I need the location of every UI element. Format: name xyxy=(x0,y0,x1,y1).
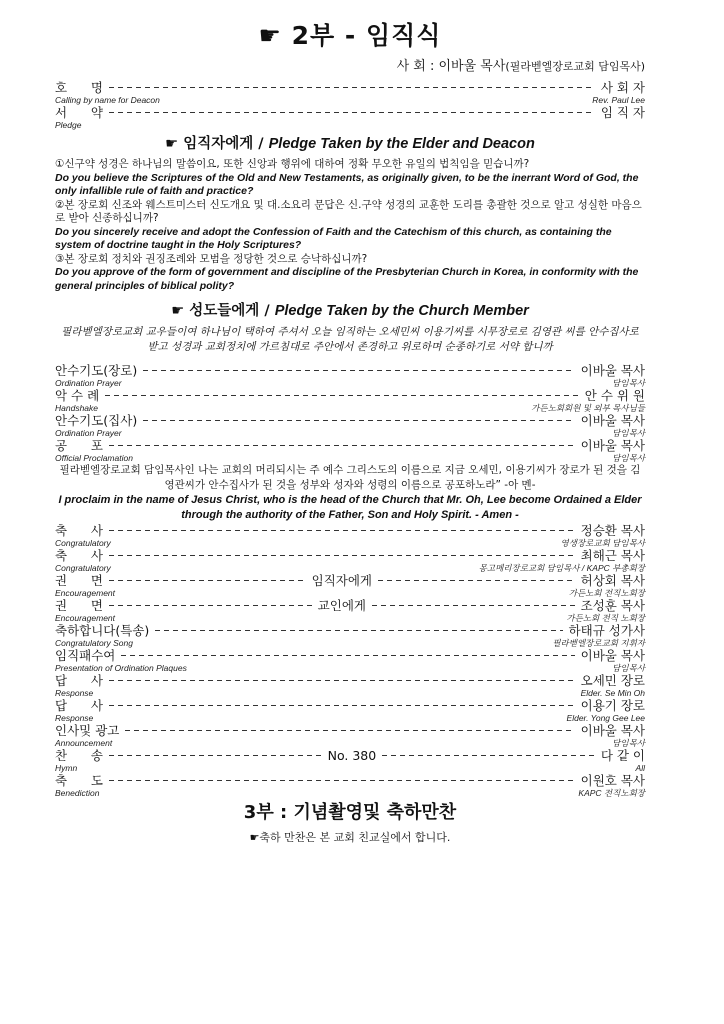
dash-leader xyxy=(109,605,312,606)
program-middle: 교인에게 xyxy=(317,598,366,613)
dash-leader xyxy=(109,705,575,706)
heading-ko: ☛ 성도들에게 / xyxy=(171,303,275,319)
program-middle: No. 380 xyxy=(327,748,377,763)
program-row xyxy=(55,698,645,713)
elder-pledge-heading xyxy=(55,134,645,154)
program-person: 다 같 이 xyxy=(600,748,645,763)
program-english: Hymn xyxy=(55,763,78,773)
program-person: 하태규 성가사 xyxy=(568,623,645,638)
program-middle: 임직자에게 xyxy=(311,573,373,588)
proclamation-ko: 필라벧엘장로교회 담임목사인 나는 교회의 머리되시는 주 예수 그리스도의 이름으로 지금 오세민, 이용기씨가 장로가 된 것을 김영관씨가 안수집사가 된 것을 성부와 성자와 성령의 이름으로 공포하노라” -아 멘- xyxy=(59,464,641,491)
program-person: 오세민 장로 xyxy=(580,673,645,688)
program-item xyxy=(55,648,645,673)
program-person-role: 가든노회 전직노회장 xyxy=(568,588,645,598)
program-person-role: 담임목사 xyxy=(612,663,645,673)
dash-leader xyxy=(143,420,574,421)
program-label: 권 면 xyxy=(55,573,103,588)
program-english: Ordination Prayer xyxy=(55,428,122,438)
program-label: 답 사 xyxy=(55,698,103,713)
dash-leader xyxy=(121,655,574,656)
program-person: 정승환 목사 xyxy=(580,523,645,538)
program-label: 호 명 xyxy=(55,80,103,95)
program-person-role: All xyxy=(635,763,645,773)
heading-en: Pledge Taken by the Elder and Deacon xyxy=(268,136,535,152)
program-english: Response xyxy=(55,688,94,698)
program-label: 안수기도(집사) xyxy=(55,413,138,428)
program-row xyxy=(55,673,645,688)
program-subline xyxy=(55,563,645,573)
question-1-en: Do you believe the Scriptures of the Old and New Testaments, as originally given, to be the inerrant Word of God, the only infallible rule of faith and practice? xyxy=(55,171,639,197)
dash-leader xyxy=(109,530,575,531)
program-label: 답 사 xyxy=(55,673,103,688)
dash-leader xyxy=(109,555,575,556)
program-person-role: 필라벧엘장로교회 지휘자 xyxy=(552,638,645,648)
program-list-a xyxy=(55,363,645,463)
program-english: Encouragement xyxy=(55,588,116,598)
program-person: 허상회 목사 xyxy=(580,573,645,588)
dash-leader xyxy=(109,755,322,756)
program-row xyxy=(55,623,645,638)
program-label: 악 수 례 xyxy=(55,388,100,403)
program-english: Encouragement xyxy=(55,613,116,623)
program-label: 축하합니다(특송) xyxy=(55,623,150,638)
program-item xyxy=(55,573,645,598)
program-item xyxy=(55,673,645,698)
program-row xyxy=(55,413,645,428)
program-subline xyxy=(55,663,645,673)
program-item xyxy=(55,105,645,130)
program-person: 최해근 목사 xyxy=(580,548,645,563)
dash-leader xyxy=(155,630,562,631)
program-person: 이용기 장로 xyxy=(580,698,645,713)
program-subline xyxy=(55,688,645,698)
spacer xyxy=(55,355,645,363)
program-row xyxy=(55,523,645,538)
program-person: 임 직 자 xyxy=(600,105,645,120)
program-subline xyxy=(55,453,645,463)
program-item xyxy=(55,80,645,105)
program-row xyxy=(55,438,645,453)
presider-label: 사 회 : 이바울 목사 xyxy=(396,59,506,74)
program-person-role: 담임목사 xyxy=(612,738,645,748)
program-row xyxy=(55,105,645,120)
program-subline xyxy=(55,120,645,130)
program-label: 인사및 광고 xyxy=(55,723,120,738)
program-person: 안 수 위 원 xyxy=(584,388,645,403)
program-person: 이바울 목사 xyxy=(580,438,645,453)
program-subline xyxy=(55,588,645,598)
member-pledge-heading xyxy=(55,301,645,321)
proclamation-en: I proclaim in the name of Jesus Christ, who is the head of the Church that Mr. Oh, Lee become Ordained a Elder through the authority of the Father, Son and Holy Spirit. - Amen - xyxy=(58,494,642,521)
program-row xyxy=(55,773,645,788)
program-subline xyxy=(55,738,645,748)
program-item xyxy=(55,438,645,463)
program-item xyxy=(55,773,645,798)
presider-sub: (필라벧엘장로교회 담임목사) xyxy=(505,60,645,73)
program-person-role: 가든노회회원 및 외부 목사님들 xyxy=(531,403,645,413)
program-item xyxy=(55,623,645,648)
program-item xyxy=(55,363,645,388)
program-row xyxy=(55,648,645,663)
program-list-b xyxy=(55,523,645,798)
part3-title: 3부 : 기념촬영및 축하만찬 xyxy=(243,802,457,823)
program-person-role: 영생장로교회 담임목사 xyxy=(560,538,645,548)
program-label: 축 사 xyxy=(55,523,103,538)
question-2-en: Do you sincerely receive and adopt the Confession of Faith and the Catechism of this church, as containing the system of doctrine taught in the Holy Scriptures? xyxy=(55,225,612,251)
program-subline xyxy=(55,788,645,798)
program-person: 이바울 목사 xyxy=(580,363,645,378)
program-subline xyxy=(55,403,645,413)
program-person-role: 담임목사 xyxy=(612,378,645,388)
program-label: 안수기도(장로) xyxy=(55,363,138,378)
program-person: 이바울 목사 xyxy=(580,648,645,663)
program-row xyxy=(55,748,645,763)
program-item xyxy=(55,388,645,413)
program-row xyxy=(55,573,645,588)
program-english: Announcement xyxy=(55,738,113,748)
program-row xyxy=(55,723,645,738)
program-person: 이바울 목사 xyxy=(580,413,645,428)
program-item xyxy=(55,548,645,573)
program-item xyxy=(55,413,645,438)
program-person: 이바울 목사 xyxy=(580,723,645,738)
program-english: Congratulatory Song xyxy=(55,638,133,648)
dash-leader xyxy=(125,730,574,731)
program-english: Presentation of Ordination Plaques xyxy=(55,663,187,673)
dash-leader xyxy=(109,680,575,681)
dash-leader xyxy=(378,580,575,581)
program-subline xyxy=(55,613,645,623)
question-2-ko: ②본 장로회 신조와 웨스트미스터 신도개요 및 대.소요리 문답은 신.구약 성경의 교훈한 도리를 총괄한 것으로 알고 성실한 마음으로 받아 신종하십니까? xyxy=(55,198,642,224)
member-pledge-text: 필라벧엘장로교회 교우들이여 하나님이 택하여 주셔서 오늘 임직하는 오세민씨 이용기씨를 시무장로로 김영관 씨를 안수집사로 받고 성경과 교회정치에 가르침대로 주안에서 존경하고 위로하며 순종하기로 서약 합니까 xyxy=(61,326,639,353)
program-label: 서 약 xyxy=(55,105,103,120)
program-item xyxy=(55,723,645,748)
program-english: Calling by name for Deacon xyxy=(55,95,160,105)
dash-leader xyxy=(372,605,575,606)
program-subline xyxy=(55,763,645,773)
dash-leader xyxy=(109,580,306,581)
program-subline xyxy=(55,95,645,105)
program-person: 사 회 자 xyxy=(600,80,645,95)
program-subline xyxy=(55,428,645,438)
program-person: 이원호 목사 xyxy=(580,773,645,788)
dash-leader xyxy=(143,370,574,371)
part3-note: ☛축하 만찬은 본 교회 친교실에서 합니다. xyxy=(249,831,451,844)
program-english: Ordination Prayer xyxy=(55,378,122,388)
program-label: 권 면 xyxy=(55,598,103,613)
program-person-role: 담임목사 xyxy=(612,428,645,438)
program-english: Response xyxy=(55,713,94,723)
program-english: Benediction xyxy=(55,788,100,798)
dash-leader xyxy=(105,395,579,396)
program-row xyxy=(55,598,645,613)
program-english: Official Proclamation xyxy=(55,453,133,463)
question-1-ko: ①신구약 성경은 하나님의 말씀이요, 또한 신앙과 행위에 대하여 정확 무오한 유일의 법칙임을 믿습니까? xyxy=(55,158,530,170)
program-person-role: Elder. Se Min Oh xyxy=(580,688,645,698)
program-row xyxy=(55,363,645,378)
program-person-role: KAPC 전직노회장 xyxy=(578,788,645,798)
program-person: 조성훈 목사 xyxy=(580,598,646,613)
heading-ko: ☛ 임직자에게 / xyxy=(165,136,269,152)
dash-leader xyxy=(109,112,595,113)
program-label: 임직패수여 xyxy=(55,648,116,663)
program-label: 공 포 xyxy=(55,438,103,453)
program-row xyxy=(55,80,645,95)
part1-list xyxy=(55,80,645,130)
program-row xyxy=(55,388,645,403)
program-subline xyxy=(55,713,645,723)
dash-leader xyxy=(382,755,595,756)
program-content xyxy=(55,20,645,846)
program-label: 축 도 xyxy=(55,773,103,788)
dash-leader xyxy=(109,780,575,781)
program-item xyxy=(55,748,645,773)
program-english: Congratulatory xyxy=(55,538,111,548)
program-subline xyxy=(55,378,645,388)
heading-en: Pledge Taken by the Church Member xyxy=(274,303,529,319)
dash-leader xyxy=(109,87,595,88)
question-3-en: Do you approve of the form of government and discipline of the Presbyterian Church in Korea, in conformity with the general principles of biblical polity? xyxy=(55,266,639,292)
program-english: Handshake xyxy=(55,403,99,413)
dash-leader xyxy=(109,445,575,446)
program-row xyxy=(55,548,645,563)
program-english: Congratulatory xyxy=(55,563,111,573)
program-english: Pledge xyxy=(55,120,82,130)
program-item xyxy=(55,598,645,623)
program-person-role: Rev. Paul Lee xyxy=(592,95,645,105)
program-label: 찬 송 xyxy=(55,748,103,763)
program-subline xyxy=(55,538,645,548)
program-person-role: 담임목사 xyxy=(612,453,645,463)
program-label: 축 사 xyxy=(55,548,103,563)
presider xyxy=(397,58,645,76)
program-item xyxy=(55,523,645,548)
program-person-role: 몽고메리장로교회 담임목사 / KAPC 부총회장 xyxy=(478,563,645,573)
program-person-role: Elder. Yong Gee Lee xyxy=(566,713,645,723)
page-title: ☛ 2부 - 임직식 xyxy=(258,21,442,50)
program-subline xyxy=(55,638,645,648)
program-item xyxy=(55,698,645,723)
program-person-role: 가든노회 전직 노회장 xyxy=(566,613,645,623)
question-3-ko: ③본 장로회 정치와 권징조례와 모범을 정당한 것으로 승낙하십니까? xyxy=(55,252,368,265)
